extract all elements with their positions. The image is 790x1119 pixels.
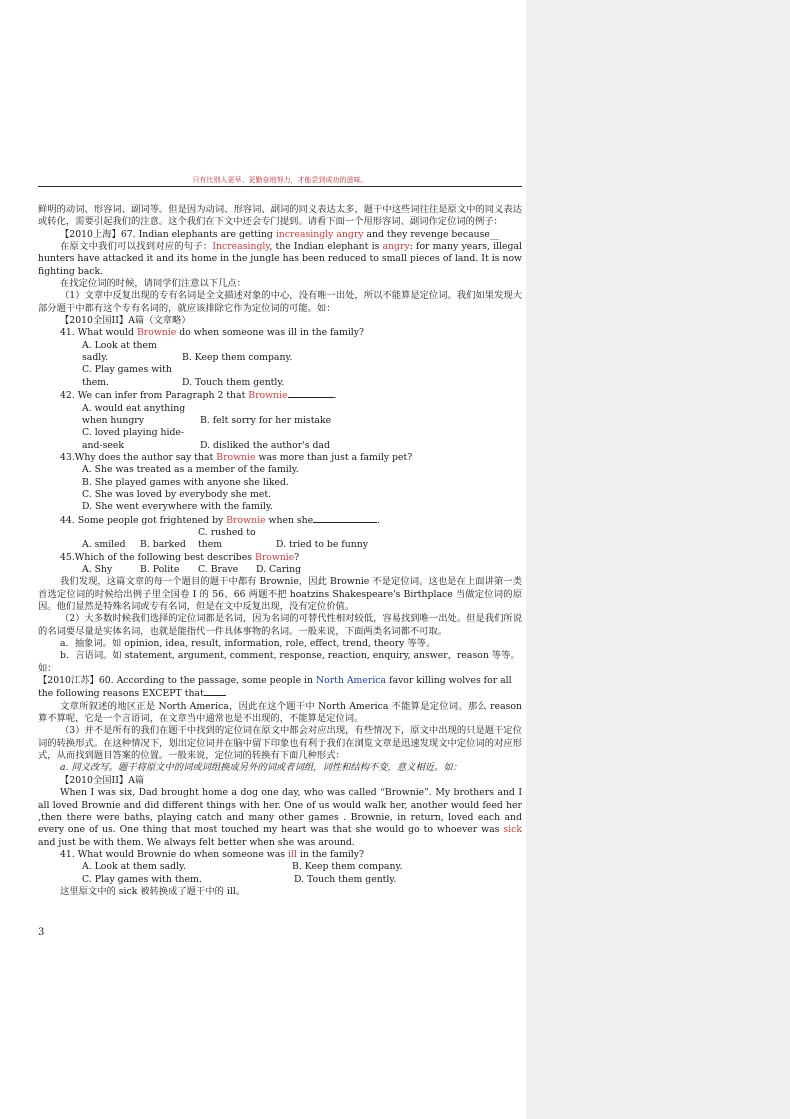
source-label: 【2010全国II】A篇 — [60, 774, 145, 786]
list-item: b．言语词。如 statement, argument, comment, response, reaction, enquiry, answer，reason 等等。如： — [38, 650, 520, 674]
option: C. She was loved by everybody she met. — [82, 488, 272, 500]
paragraph: （1）文章中反复出现的专有名词是全文描述对象的中心，没有唯一出处，所以不能算是定位词。我们如果发现大部分题干中都有这个专有名词的，就应该排除它作为定位词的可能。如： — [38, 290, 522, 314]
question-line: 【2010上海】67. Indian elephants are getting increasingly angry and they revenge because__ — [60, 228, 500, 240]
question-42: 42. We can infer from Paragraph 2 that Brownie . — [60, 390, 337, 402]
header-rule — [38, 186, 522, 187]
page-number: 3 — [38, 927, 45, 938]
passage: When I was six, Dad brought home a dog one day, who was called “Brownie”. My brothers and I all loved Brownie and did different things with her. One of us would walk her, another would feed her ,then there were baths, playing catch and many other games . Brownie, in return, loved each and every one of us. One thing that most touched my heart was that she would go to whoever was sick and just be with them. We always felt better when she was around. — [38, 787, 522, 848]
option: D. She went everywhere with the family. — [82, 501, 273, 513]
paragraph: （2）大多数时候我们选择的定位词都是名词，因为名词的可替代性相对较低，容易找到唯一出处。但是我们所说的名词要尽量是实体名词，也就是能指代一件具体事物的名词。一般来说，下面两类名词都不可取。 — [38, 613, 522, 637]
question-44: 44. Some people got frightened by Brownie when she . — [60, 514, 381, 526]
comment-sidebar — [526, 0, 790, 1119]
option: B. She played games with anyone she liked. — [82, 476, 289, 488]
question-41: 41. What would Brownie do when someone was ill in the family? — [60, 327, 365, 339]
question-41-repeat: 41. What would Brownie do when someone was ill in the family? — [60, 848, 365, 860]
options-row: C. Play games with them. D. Touch them gently. — [82, 364, 285, 388]
options-row: C. loved playing hide-and-seek D. disliked the author's dad — [82, 427, 330, 451]
paragraph: 在找定位词的时候，请同学们注意以下几点： — [60, 278, 246, 290]
answer-blank — [204, 687, 226, 696]
options-row: A. Look at them sadly. B. Keep them company. — [82, 339, 293, 364]
paragraph: 文章所叙述的地区正是 North America，因此在这个题干中 North America 不能算是定位词。那么 reason 算不算呢，它是一个言语词，在文章当中通常也是不出现的，不能算是定位词。 — [38, 700, 522, 725]
paragraph: 在原文中我们可以找到对应的句子：Increasingly, the Indian elephant is angry: for many years, illegal hunters have attacked it and its home in the jungle has been reduced to small pieces of land. It is now fighting back. — [38, 241, 522, 277]
paragraph: a. 同义改写。题干将原文中的词或词组换成另外的词或者词组，词性和结构不变，意义相近。如： — [60, 762, 462, 774]
document-body — [38, 204, 522, 898]
paragraph: （3）并不是所有的我们在题干中找到的定位词在原文中都会对应出现，有些情况下，原文中出现的只是题干定位词的转换形式。在这种情况下，划出定位词并在脑中留下印象也有利于我们在浏览文章是迅速发现文中定位词的对应形式，从而找到题目答案的位置。一般来说，定位词的转换有下面几种形式： — [38, 725, 522, 762]
answer-blank — [313, 514, 377, 523]
paragraph: 这里原文中的 sick 被转换成了题干中的 ill。 — [60, 885, 246, 897]
options-row: A. smiled B. barkedC. rushed to them D. tried to be funny — [82, 526, 368, 551]
options-row: A. Look at them sadly. B. Keep them company. — [82, 861, 403, 873]
question-45: 45.Which of the following best describes Brownie? — [60, 551, 300, 563]
paragraph: 鲜明的动词、形容词、副词等。但是因为动词、形容词、副词的同义表达太多，题干中这些词往往是原文中的同义表达或转化，需要引起我们的注意。这个我们在下文中还会专门提到。请看下面一个用形容词、副词作定位词的例子： — [38, 204, 522, 228]
options-row: A. would eat anything when hungry B. felt sorry for her mistake — [82, 402, 332, 426]
list-item: a．抽象词。如 opinion, idea, result, information, role, effect, trend, theory 等等。 — [60, 638, 436, 650]
question-line: 【2010江苏】60. According to the passage, some people in North America favor killing wolves for all the following reasons EXCEPT that — [38, 675, 512, 700]
option: A. She was treated as a member of the family. — [82, 464, 299, 476]
paragraph: 我们发现，这篇文章的每一个题目的题干中都有 Brownie，因此 Brownie 不是定位词。这也是在上面讲第一类首选定位词的时候给出例子里全国卷 I 的 56、66 两题不把 hoatzins Shakespeare's Birthplace 当做定位词的原因。他们显然是特殊名词或专有名词，但是在文中反复出现，没有定位价值。 — [38, 576, 522, 612]
page-header: 只有比别人更早、更勤奋地努力，才能尝到成功的滋味。 — [192, 176, 368, 184]
options-row: A. Shy B. Polite C. Brave D. Caring — [82, 563, 302, 575]
answer-blank — [288, 389, 334, 398]
question-43: 43.Why does the author say that Brownie was more than just a family pet? — [60, 451, 413, 463]
source-label: 【2010全国II】A篇（文章略） — [60, 315, 191, 327]
options-row: C. Play games with them. D. Touch them gently. — [82, 873, 397, 885]
